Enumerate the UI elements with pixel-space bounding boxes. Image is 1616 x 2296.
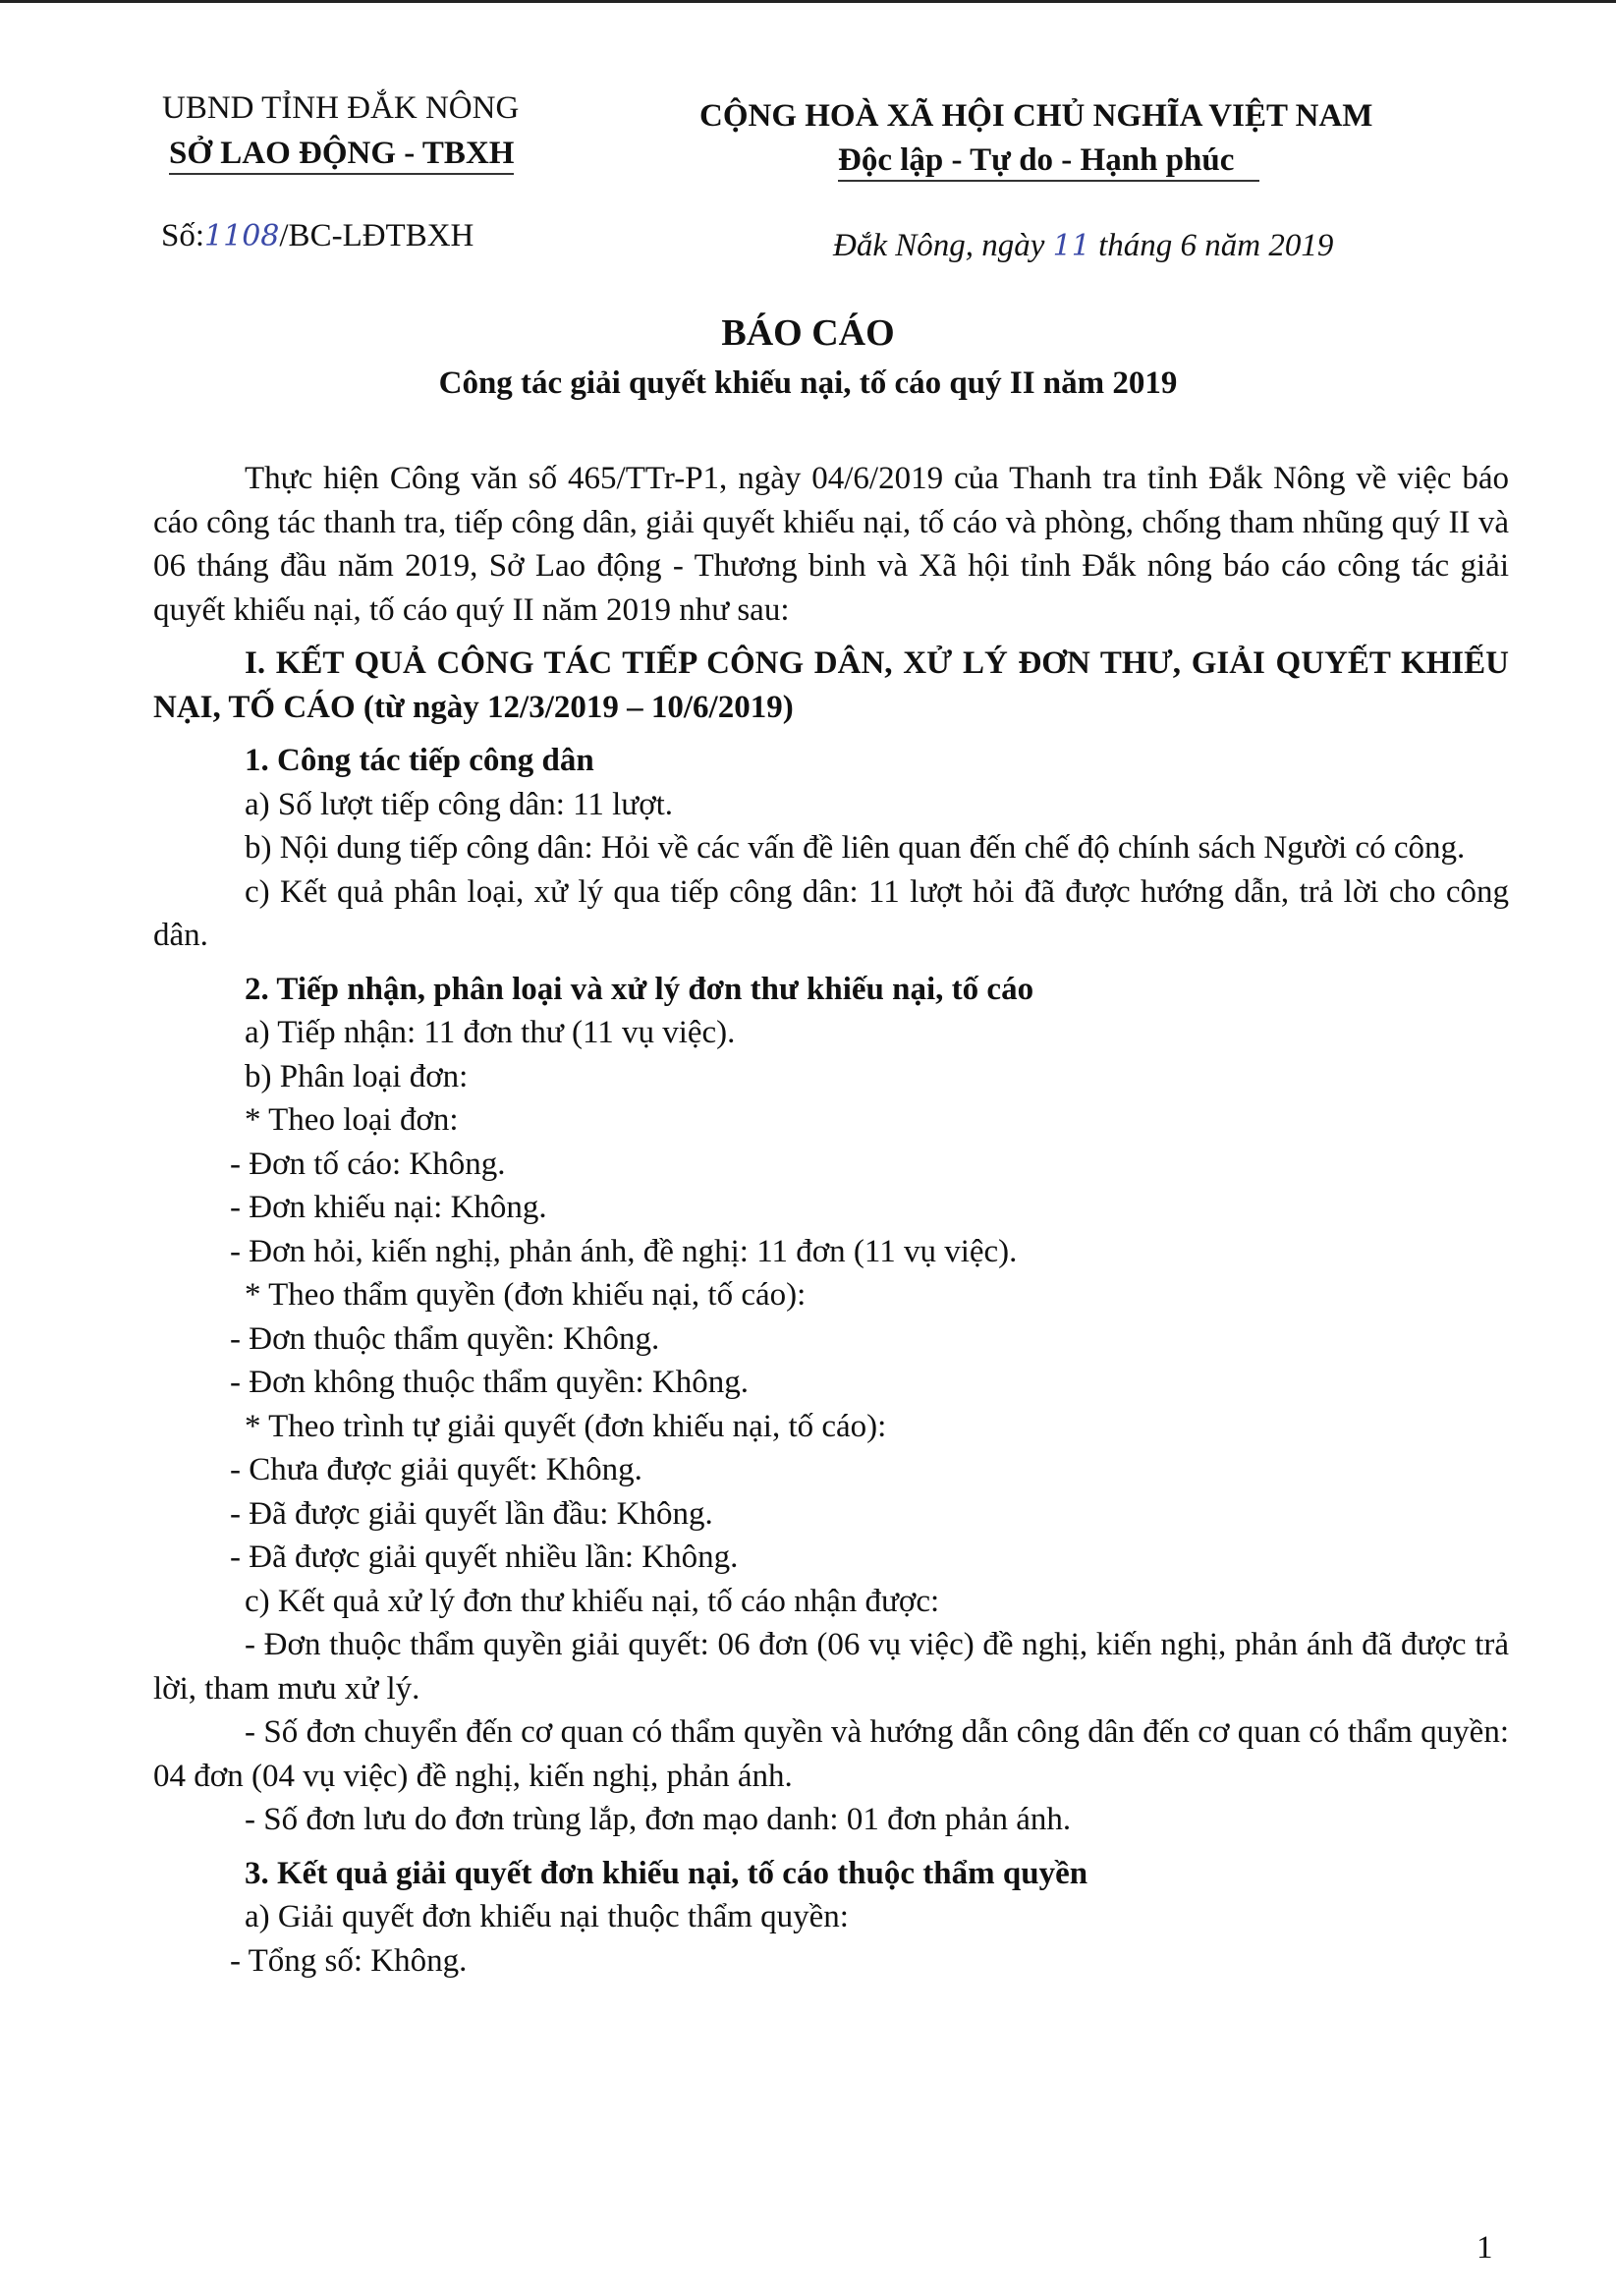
report-title: BÁO CÁO bbox=[721, 312, 895, 354]
subsection-2-heading: 2. Tiếp nhận, phân loại và xử lý đơn thư khiếu nại, tố cáo bbox=[245, 971, 1034, 1007]
s1-item-a: a) Số lượt tiếp công dân: 11 lượt. bbox=[245, 786, 674, 822]
handwritten-number: 1108 bbox=[204, 219, 280, 253]
s2-line: - Chưa được giải quyết: Không. bbox=[230, 1452, 642, 1487]
document-date: Đắk Nông, ngày 11 tháng 6 năm 2019 bbox=[833, 228, 1334, 263]
s1-item-b: b) Nội dung tiếp công dân: Hỏi về các vấn đề liên quan đến chế độ chính sách Người có công. bbox=[245, 830, 1466, 866]
subsection-3-heading: 3. Kết quả giải quyết đơn khiếu nại, tố cáo thuộc thẩm quyền bbox=[245, 1855, 1088, 1891]
s3-item-a: a) Giải quyết đơn khiếu nại thuộc thẩm quyền: bbox=[245, 1899, 849, 1934]
s2-line: c) Kết quả xử lý đơn thư khiếu nại, tố cáo nhận được: bbox=[245, 1583, 940, 1619]
scan-top-border bbox=[0, 0, 1616, 3]
s2-result-1: - Đơn thuộc thẩm quyền giải quyết: 06 đơn (06 vụ việc) đề nghị, kiến nghị, phản ánh đã được trả lời, tham mưu xử lý. bbox=[153, 1627, 1509, 1707]
intro-paragraph: Thực hiện Công văn số 465/TTr-P1, ngày 04/6/2019 của Thanh tra tỉnh Đắk Nông về việc báo cáo công tác thanh tra, tiếp công dân, giải quyết khiếu nại, tố cáo và phòng, chống tham nhũng quý II và 06 tháng đầu năm 2019, Sở Lao động - Thương binh và Xã hội tỉnh Đắk nông báo cáo công tác giải quyết khiếu nại, tố cáo quý II năm 2019 như sau: bbox=[153, 461, 1509, 628]
s3-total: - Tổng số: Không. bbox=[230, 1942, 468, 1979]
s2-line: * Theo loại đơn: bbox=[245, 1102, 459, 1138]
s2-result-3: - Số đơn lưu do đơn trùng lắp, đơn mạo danh: 01 đơn phản ánh. bbox=[245, 1802, 1072, 1837]
s1-item-c: c) Kết quả phân loại, xử lý qua tiếp công dân: 11 lượt hỏi đã được hướng dẫn, trả lời cho công dân. bbox=[153, 873, 1509, 953]
report-subtitle: Công tác giải quyết khiếu nại, tố cáo quý II năm 2019 bbox=[438, 365, 1178, 401]
national-title: CỘNG HOÀ XÃ HỘI CHỦ NGHĨA VIỆT NAM bbox=[699, 98, 1373, 134]
s2-line: a) Tiếp nhận: 11 đơn thư (11 vụ việc). bbox=[245, 1015, 736, 1050]
s2-line: * Theo thẩm quyền (đơn khiếu nại, tố cáo): bbox=[245, 1277, 807, 1313]
s2-line: - Đơn thuộc thẩm quyền: Không. bbox=[230, 1320, 660, 1357]
page-number: 1 bbox=[1477, 2230, 1493, 2266]
s2-line: - Đã được giải quyết nhiều lần: Không. bbox=[230, 1540, 739, 1575]
s2-line: b) Phân loại đơn: bbox=[245, 1058, 469, 1094]
handwritten-day: 11 bbox=[1052, 229, 1090, 263]
agency-name: UBND TỈNH ĐẮK NÔNG bbox=[162, 90, 520, 126]
s2-line: - Đã được giải quyết lần đầu: Không. bbox=[230, 1495, 713, 1532]
subsection-1-heading: 1. Công tác tiếp công dân bbox=[245, 743, 594, 778]
s2-line: - Đơn không thuộc thẩm quyền: Không. bbox=[230, 1365, 749, 1400]
s2-line: - Đơn hỏi, kiến nghị, phản ánh, đề nghị: 11 đơn (11 vụ việc). bbox=[230, 1233, 1018, 1269]
s2-result-2: - Số đơn chuyển đến cơ quan có thẩm quyền và hướng dẫn công dân đến cơ quan có thẩm quyền: 04 đơn (04 vụ việc) đề nghị, kiến nghị, phản ánh. bbox=[153, 1714, 1509, 1794]
s2-line: - Đơn khiếu nại: Không. bbox=[230, 1190, 547, 1225]
report-body bbox=[153, 457, 1509, 1983]
document-number: Số:1108/BC-LĐTBXH bbox=[161, 218, 474, 253]
s2-line: - Đơn tố cáo: Không. bbox=[230, 1146, 506, 1182]
section-1-heading: I. KẾT QUẢ CÔNG TÁC TIẾP CÔNG DÂN, XỬ LÝ ĐƠN THƯ, GIẢI QUYẾT KHIẾU NẠI, TỐ CÁO (từ ngày 12/3/2019 – 10/6/2019) bbox=[153, 645, 1509, 725]
national-motto: Độc lập - Tự do - Hạnh phúc bbox=[838, 142, 1259, 182]
department-name: SỞ LAO ĐỘNG - TBXH bbox=[169, 136, 514, 175]
s2-line: * Theo trình tự giải quyết (đơn khiếu nại, tố cáo): bbox=[245, 1408, 887, 1444]
